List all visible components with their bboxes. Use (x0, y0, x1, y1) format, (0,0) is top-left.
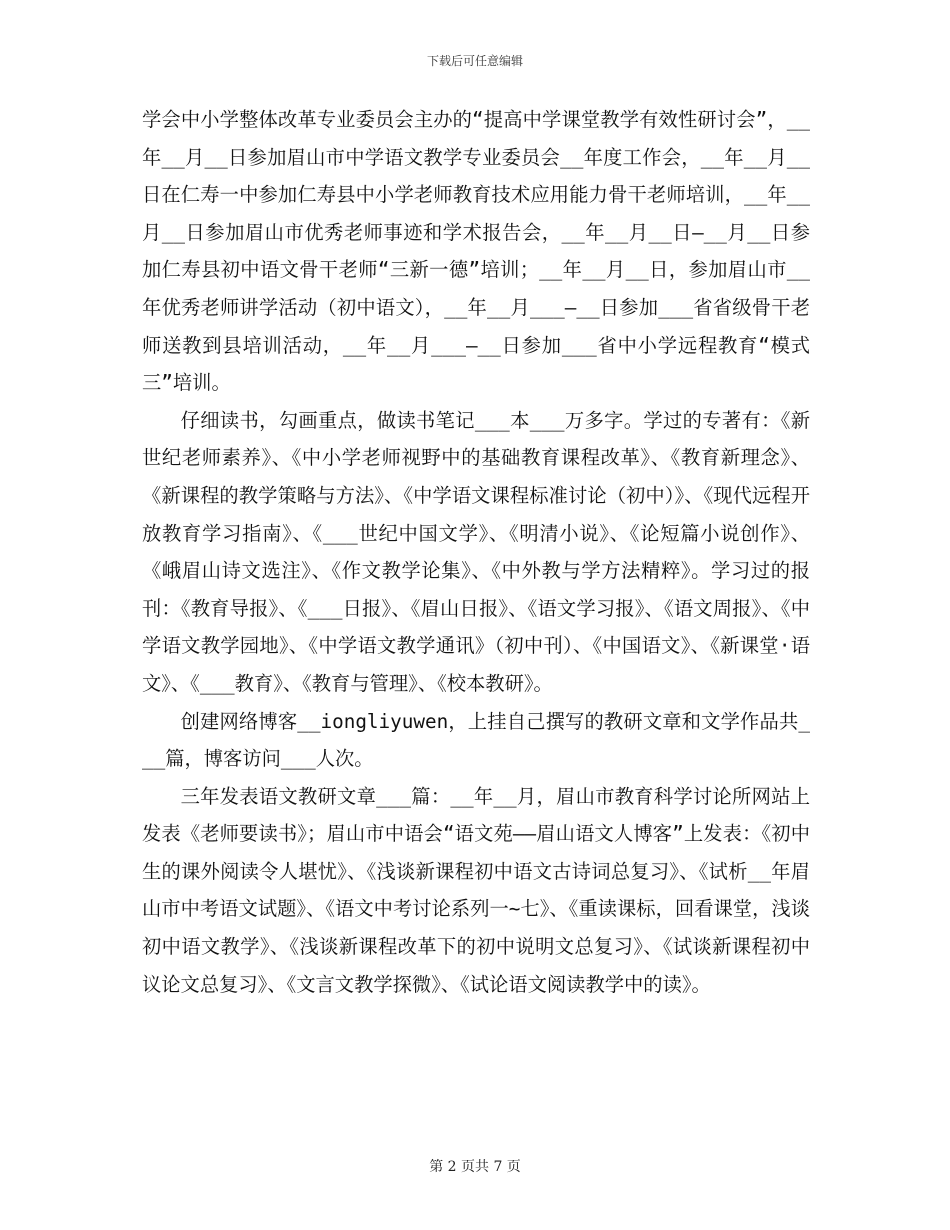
paragraph-activities: 学会中小学整体改革专业委员会主办的“提高中学课堂教学有效性研讨会”，__年__月__日参加眉山市中学语文教学专业委员会__年度工作会，__年__月__日在仁寿一中参加仁寿县中小学老师教育技术应用能力骨干老师培训，__年__月__日参加眉山市优秀老师事迹和学术报告会，__年__月__日—__月__日参加仁寿县初中语文骨干老师“三新一德”培训；__年__月__日，参加眉山市__年优秀老师讲学活动（初中语文），__年__月___—__日参加___省省级骨干老师送教到县培训活动，__年__月___—__日参加___省中小学远程教育“模式三”培训。 (142, 108, 810, 395)
paragraph-publications: 三年发表语文教研文章___篇：__年__月，眉山市教育科学讨论所网站上发表《老师要读书》；眉山市中语会“语文苑——眉山语文人博客”上发表：《初中生的课外阅读令人堪忧》、《浅谈新课程初中语文古诗词总复习》、《试析__年眉山市中考语文试题》、《语文中考讨论系列一~七》、《重读课标，回看课堂，浅谈初中语文教学》、《浅谈新课程改革下的初中说明文总复习》、《试谈新课程初中议论文总复习》、《文言文教学探微》、《试论语文阅读教学中的读》。 (142, 784, 810, 996)
document-body (142, 101, 810, 1003)
paragraph-blog: 创建网络博客__iongliyuwen，上挂自己撰写的教研文章和文学作品共___篇，博客访问___人次。 (142, 709, 810, 771)
page-number: 第 2 页共 7 页 (429, 1159, 521, 1175)
paragraph-reading: 仔细读书，勾画重点，做读书笔记___本___万多字。学过的专著有：《新世纪老师素养》、《中小学老师视野中的基础教育课程改革》、《教育新理念》、《新课程的教学策略与方法》、《中学语文课程标准讨论（初中）》、《现代远程开放教育学习指南》、《___世纪中国文学》、《明清小说》、《论短篇小说创作》、《峨眉山诗文选注》、《作文教学论集》、《中外教与学方法精粹》。学习过的报刊：《教育导报》、《___日报》、《眉山日报》、《语文学习报》、《语文周报》、《中学语文教学园地》、《中学语文教学通讯》（初中刊）、《中国语文》、《新课堂·语文》、《___教育》、《教育与管理》、《校本教研》。 (142, 408, 810, 695)
page-header: 下载后可任意编辑 (426, 54, 523, 68)
